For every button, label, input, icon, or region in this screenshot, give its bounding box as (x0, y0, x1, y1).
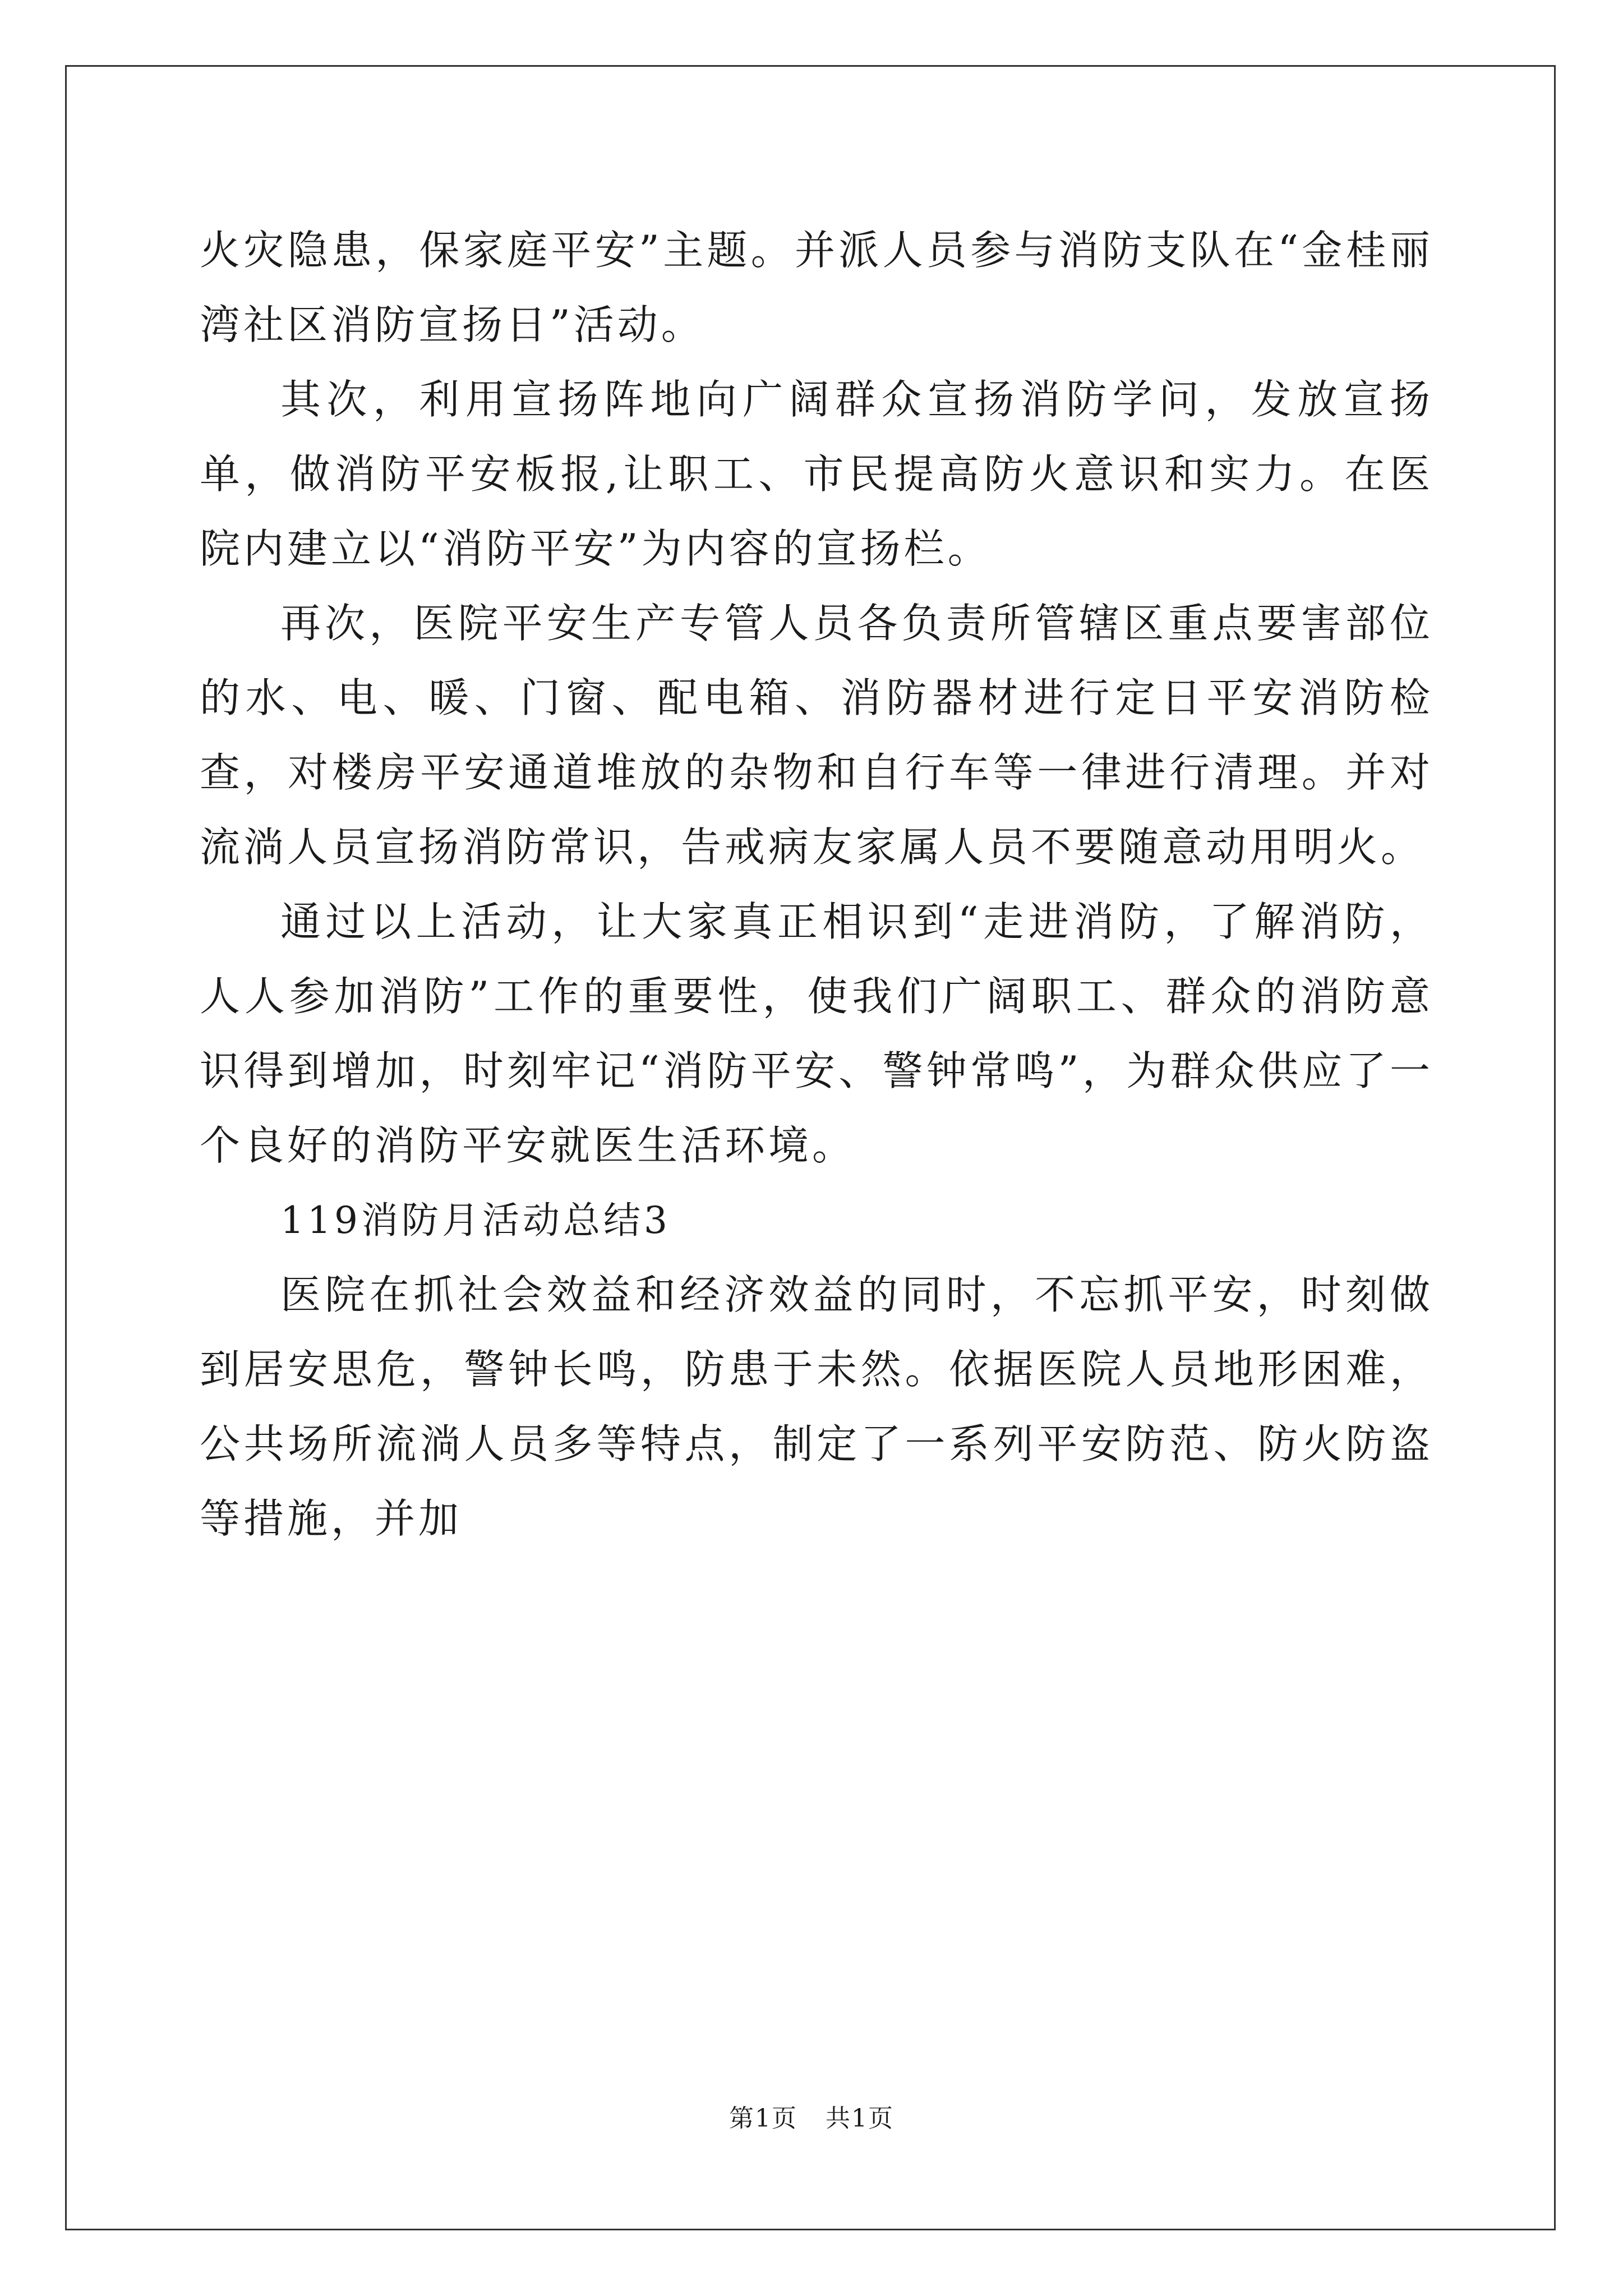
page-total: 共1页 (826, 2104, 894, 2133)
paragraph: 其次，利用宣扬阵地向广阔群众宣扬消防学问，发放宣扬单，做消防平安板报,让职工、市民提高防火意识和实力。在医院内建立以“消防平安”为内容的宣扬栏。 (200, 376, 1433, 572)
paragraph: 再次，医院平安生产专管人员各负责所管辖区重点要害部位的水、电、暖、门窗、配电箱、消防器材进行定日平安消防检查，对楼房平安通道堆放的杂物和自行车等一律进行清理。并对流淌人员宣扬消防常识，告戒病友家属人员不要随意动用明火。 (200, 600, 1433, 871)
page-footer (0, 2098, 1623, 2134)
paragraph: 火灾隐患，保家庭平安”主题。并派人员参与消防支队在“金桂丽湾社区消防宣扬日”活动。 (200, 227, 1433, 348)
paragraph: 通过以上活动，让大家真正相识到“走进消防，了解消防，人人参加消防”工作的重要性，使我们广阔职工、群众的消防意识得到增加，时刻牢记“消防平安、警钟常鸣”，为群众供应了一个良好的消防平安就医生活环境。 (200, 898, 1433, 1169)
page-number: 第1页 (729, 2104, 797, 2133)
paragraph: 医院在抓社会效益和经济效益的同时，不忘抓平安，时刻做到居安思危，警钟长鸣，防患于未然。依据医院人员地形困难，公共场所流淌人员多等特点，制定了一系列平安防范、防火防盗等措施，并加 (200, 1271, 1433, 1542)
section-heading: 119消防月活动总结3 (280, 1199, 671, 1242)
document-body (200, 213, 1433, 1556)
